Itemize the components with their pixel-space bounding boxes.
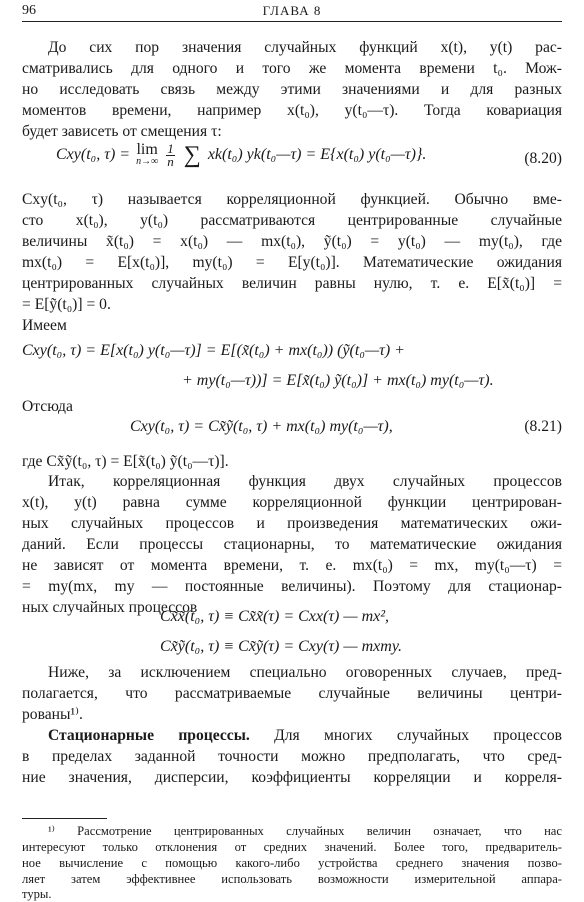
section-title: Стационарные процессы.	[48, 727, 250, 744]
body-line: не зависят от момента времени, т. е. mx(t₀) = mx, my(t₀—τ) =	[22, 557, 562, 574]
page-number: 96	[22, 3, 36, 18]
body-line: Имеем	[22, 317, 67, 334]
limit-operator	[136, 140, 159, 168]
header-rule	[22, 21, 562, 22]
footnote-line: ¹⁾ Рассмотрение центрированных случайных величин означает, что нас	[48, 824, 562, 838]
running-title: ГЛАВА 8	[262, 3, 322, 18]
body-line: величины x̃(t₀) = x(t₀) — mx(t₀), ỹ(t₀) = y(t₀) — my(t₀), где	[22, 233, 562, 250]
body-line: в пределах заданной точности можно предполагать, что сред-	[22, 748, 562, 765]
equation-8-21: Cxy(t₀, τ) = Cx̃ỹ(t₀, τ) + mx(t₀) my(t₀—τ),	[130, 418, 393, 435]
body-line: ных случайных процессов и произведения математических ожи-	[22, 515, 562, 532]
equation-stationary-2: Cx̃ỹ(t₀, τ) ≡ Cx̃ỹ(τ) = Cxy(τ) — mxmy.	[160, 638, 403, 655]
body-line: где Cx̃ỹ(t₀, τ) = E[x̃(t₀) ỹ(t₀—τ)].	[22, 453, 229, 470]
page-header	[22, 3, 562, 21]
body-line: но исследовать связь между этими значениями и для разных	[22, 81, 562, 98]
body-line: Отсюда	[22, 398, 73, 415]
section-first-line	[22, 726, 562, 746]
equation-stationary-1: Cx̃x̃(t₀, τ) ≡ Cx̃x̃(τ) = Cxx(τ) — mx²,	[160, 608, 390, 625]
fraction	[166, 143, 175, 168]
lim-word: lim	[136, 140, 158, 158]
body-line: ние значения, дисперсии, коэффициенты корреляции и корреля-	[22, 769, 562, 786]
footnote-line: туры.	[22, 887, 52, 901]
body-line: даний. Если процессы стационарны, то математические ожидания	[22, 536, 562, 553]
body-line: Итак, корреляционная функция двух случайных процессов	[48, 473, 562, 490]
sum-sign-icon: ∑	[183, 142, 201, 168]
body-line: сто x(t₀), y(t₀) рассматриваются центрированные случайные	[22, 212, 562, 229]
eq-lhs: Cxy(t₀, τ) =	[56, 146, 131, 164]
lim-subscript: n→∞	[136, 155, 159, 167]
body-line: = my(mx, my — постоянные величины). Поэтому для стационар-	[22, 578, 562, 595]
footnote-rule	[22, 818, 107, 819]
body-line: полагается, что рассматриваемые случайные величины центри-	[22, 685, 562, 702]
body-line: рованы¹⁾.	[22, 706, 83, 723]
equation-number: (8.21)	[524, 418, 562, 435]
body-line: центрированных случайных величин равны нулю, т. е. E[x̃(t₀)] =	[22, 275, 562, 292]
frac-denominator: n	[167, 154, 174, 169]
eq-rhs: xk(t₀) yk(t₀—τ) = E{x(t₀) y(t₀—τ)}.	[207, 146, 427, 164]
equation-8-20	[56, 142, 426, 169]
body-line: Ниже, за исключением специально оговоренных случаев, пред-	[48, 664, 562, 681]
body-line: моментов времени, например x(t₀), y(t₀—τ). Тогда ковариация	[22, 102, 562, 119]
body-line: x(t), y(t) равна сумме корреляционной функции центрирован-	[22, 494, 562, 511]
body-line: = E[ỹ(t₀)] = 0.	[22, 296, 111, 313]
body-line: сматривались для одного и того же момента времени t₀. Мож-	[22, 60, 562, 77]
body-line: будет зависеть от смещения τ:	[22, 123, 222, 140]
equation-long-line-1: Cxy(t₀, τ) = E[x(t₀) y(t₀—τ)] = E[(x̃(t₀) + mx(t₀)) (ỹ(t₀—τ) +	[22, 342, 405, 359]
body-line: Cxy(t₀, τ) называется корреляционной функцией. Обычно вме-	[22, 191, 562, 208]
body-line: ных случайных процессов	[22, 599, 198, 616]
body-line: mx(t₀) = E[x(t₀)], my(t₀) = E[y(t₀)]. Математические ожидания	[22, 254, 562, 271]
footnote-line: ное вычисление с помощью какого-либо устройства среднего значения позво-	[22, 856, 562, 870]
equation-long-line-2: + my(t₀—τ))] = E[x̃(t₀) ỹ(t₀)] + mx(t₀) my(t₀—τ).	[182, 372, 494, 389]
body-line: До сих пор значения случайных функций x(t), y(t) рас-	[48, 39, 562, 56]
frac-numerator: 1	[167, 141, 174, 156]
section-text: Для многих случайных процессов	[249, 727, 563, 744]
equation-number: (8.20)	[524, 150, 562, 167]
footnote-line: интересуют только отклонения от средних значений. Более того, предваритель-	[22, 840, 562, 854]
footnote-line: ляет затем эффективнее использовать возможности измерительной аппара-	[22, 872, 562, 886]
